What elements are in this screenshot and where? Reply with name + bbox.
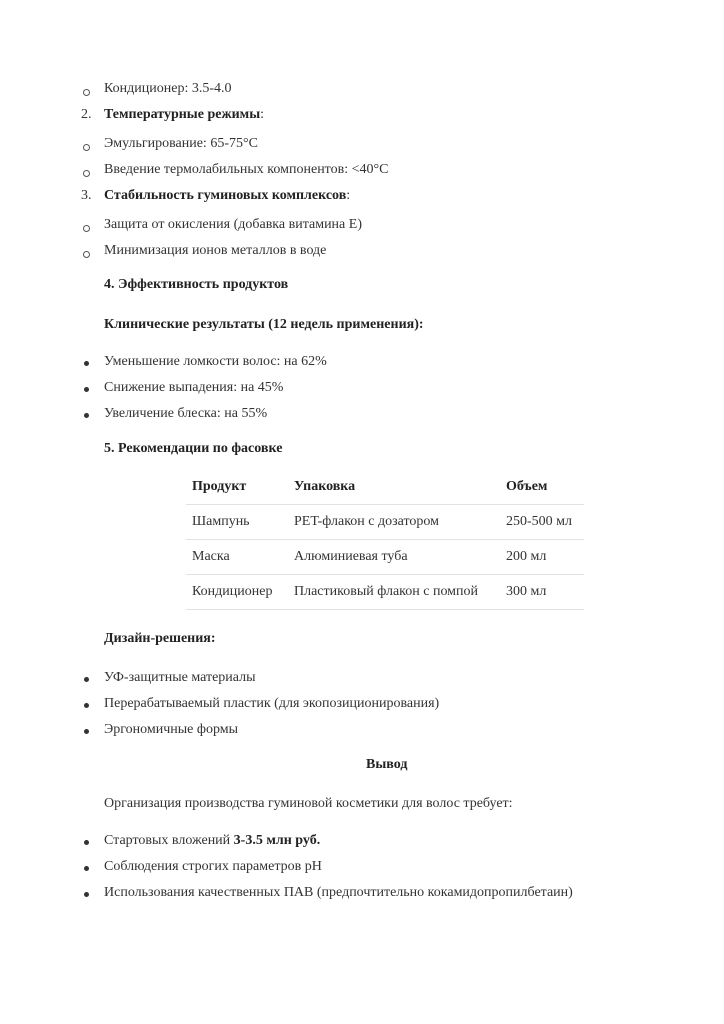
bullet-circle-icon	[83, 251, 90, 258]
bullet-disc-icon	[84, 361, 89, 366]
table-row	[186, 540, 584, 575]
column-header: Объем	[500, 470, 584, 505]
table-cell: Пластиковый флакон с помпой	[288, 575, 500, 610]
bullet-circle-icon	[83, 89, 90, 96]
table-row	[186, 575, 584, 610]
table-cell: 250-500 мл	[500, 505, 584, 540]
table-cell: Кондиционер	[186, 575, 288, 610]
bullet-disc-icon	[84, 866, 89, 871]
bullet-disc-icon	[84, 413, 89, 418]
section-subheading: Клинические результаты (12 недель применения):	[104, 317, 424, 332]
list-item: Соблюдения строгих параметров pH	[104, 859, 322, 874]
column-header: Продукт	[186, 470, 288, 505]
conclusion-intro: Организация производства гуминовой косметики для волос требует:	[104, 796, 513, 811]
column-header: Упаковка	[288, 470, 500, 505]
bullet-disc-icon	[84, 840, 89, 845]
bullet-disc-icon	[84, 703, 89, 708]
list-item-title	[104, 187, 350, 205]
list-number: 3.	[81, 188, 92, 203]
table-header-row	[186, 470, 584, 505]
list-item: Использования качественных ПАВ (предпочтительно кокамидопропилбетаин)	[104, 885, 573, 900]
list-number: 2.	[81, 107, 92, 122]
packaging-table	[186, 470, 584, 610]
bullet-circle-icon	[83, 144, 90, 151]
list-item-title	[104, 106, 264, 124]
bullet-disc-icon	[84, 387, 89, 392]
investment-amount: 3-3.5 млн руб.	[233, 833, 321, 848]
list-subitem: Кондиционер: 3.5-4.0	[104, 81, 232, 96]
design-heading: Дизайн-решения:	[104, 631, 216, 646]
list-item: Перерабатываемый пластик (для экопозиционирования)	[104, 696, 440, 711]
bullet-disc-icon	[84, 892, 89, 897]
list-item-text: Стартовых вложений	[104, 833, 234, 848]
list-item-title-text: Температурные режимы	[104, 107, 261, 122]
table-cell: PET-флакон с дозатором	[288, 505, 500, 540]
table-cell: Шампунь	[186, 505, 288, 540]
list-item-title-text: Стабильность гуминовых комплексов	[104, 188, 347, 203]
list-item: Увеличение блеска: на 55%	[104, 406, 268, 421]
list-subitem: Защита от окисления (добавка витамина Е)	[104, 217, 362, 232]
bullet-disc-icon	[84, 729, 89, 734]
bullet-circle-icon	[83, 170, 90, 177]
table-cell: Алюминиевая туба	[288, 540, 500, 575]
table-cell: 200 мл	[500, 540, 584, 575]
list-subitem: Минимизация ионов металлов в воде	[104, 243, 327, 258]
list-item: Уменьшение ломкости волос: на 62%	[104, 354, 327, 369]
table-cell: 300 мл	[500, 575, 584, 610]
bullet-circle-icon	[83, 225, 90, 232]
list-item: Эргономичные формы	[104, 722, 238, 737]
table-cell: Маска	[186, 540, 288, 575]
section-heading: 5. Рекомендации по фасовке	[104, 441, 283, 456]
bullet-disc-icon	[84, 677, 89, 682]
list-item	[104, 832, 320, 850]
colon: :	[346, 188, 351, 203]
colon: :	[260, 107, 265, 122]
list-item: УФ-защитные материалы	[104, 670, 256, 685]
list-subitem: Введение термолабильных компонентов: <40°C	[104, 162, 389, 177]
list-item: Снижение выпадения: на 45%	[104, 380, 284, 395]
table-row	[186, 505, 584, 540]
section-heading: 4. Эффективность продуктов	[104, 277, 289, 292]
conclusion-heading: Вывод	[366, 757, 408, 772]
list-subitem: Эмульгирование: 65-75°C	[104, 136, 258, 151]
